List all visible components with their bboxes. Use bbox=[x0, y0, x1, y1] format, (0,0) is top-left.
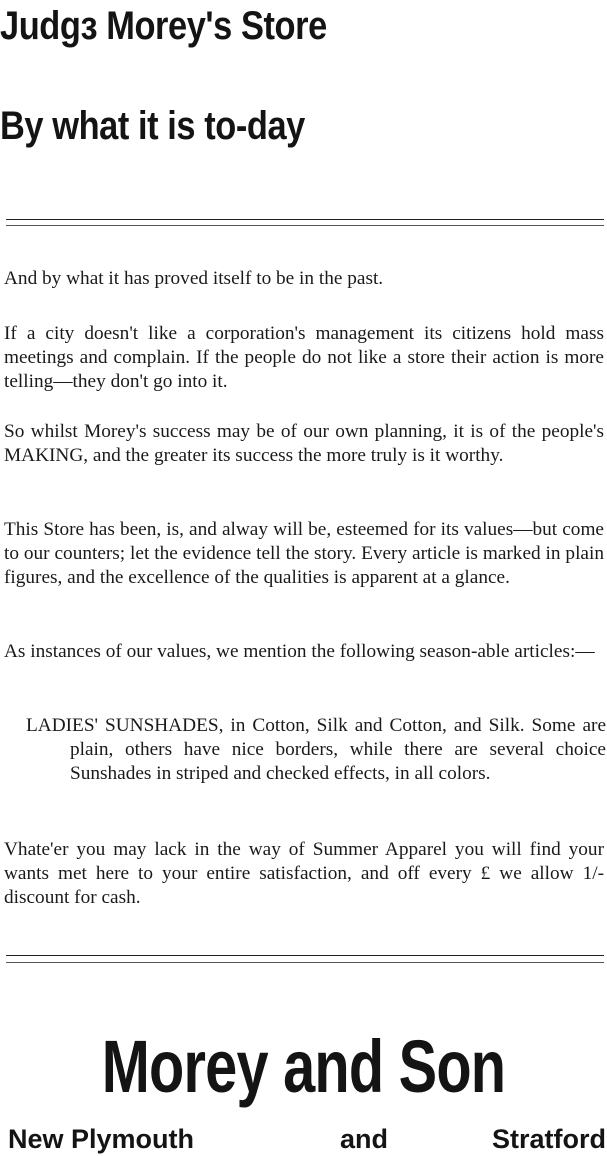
bottom-divider bbox=[6, 955, 604, 956]
footer-locations bbox=[8, 1122, 606, 1156]
paragraph-ladies-sunshades: LADIES' SUNSHADES, in Cotton, Silk and Cotton, and Silk. Some are plain, others have nice borders, while there are several choice Sunshades in striped and checked effects, in all colors. bbox=[26, 715, 606, 785]
location-conjunction: and bbox=[340, 1124, 389, 1154]
top-divider bbox=[6, 219, 604, 220]
paragraph-summer-apparel: Vhate'er you may lack in the way of Summer Apparel you will find your wants met here to your entire satisfaction, and off every £ we allow 1/- discount for cash. bbox=[4, 839, 604, 909]
paragraph-intro: And by what it has proved itself to be in the past. bbox=[4, 268, 384, 289]
location-stratford: Stratford bbox=[491, 1124, 606, 1154]
paragraph-seasonable-intro: As instances of our values, we mention the following season-able articles:— bbox=[4, 641, 595, 662]
location-new-plymouth: New Plymouth bbox=[8, 1124, 195, 1154]
top-divider-secondary bbox=[6, 225, 604, 226]
paragraph-store-values: This Store has been, is, and alway will be, esteemed for its values—but come to our counters; let the evidence tell the story. Every article is marked in plain figures, and the excellence of the qualities is apparent at a glance. bbox=[4, 519, 604, 589]
headline-store-name: Judgз Morey's Store bbox=[0, 4, 327, 48]
paragraph-success: So whilst Morey's success may be of our own planning, it is of the people's MAKING, and the greater its success the more truly is it worthy. bbox=[4, 421, 604, 467]
headline-tagline: By what it is to-day bbox=[0, 104, 305, 148]
bottom-divider-secondary bbox=[6, 962, 604, 963]
brand-name: Morey and Son bbox=[101, 1025, 506, 1108]
paragraph-city-analogy: If a city doesn't like a corporation's management its citizens hold mass meetings and complain. If the people do not like a store their action is more telling—they don't go into it. bbox=[4, 323, 604, 393]
